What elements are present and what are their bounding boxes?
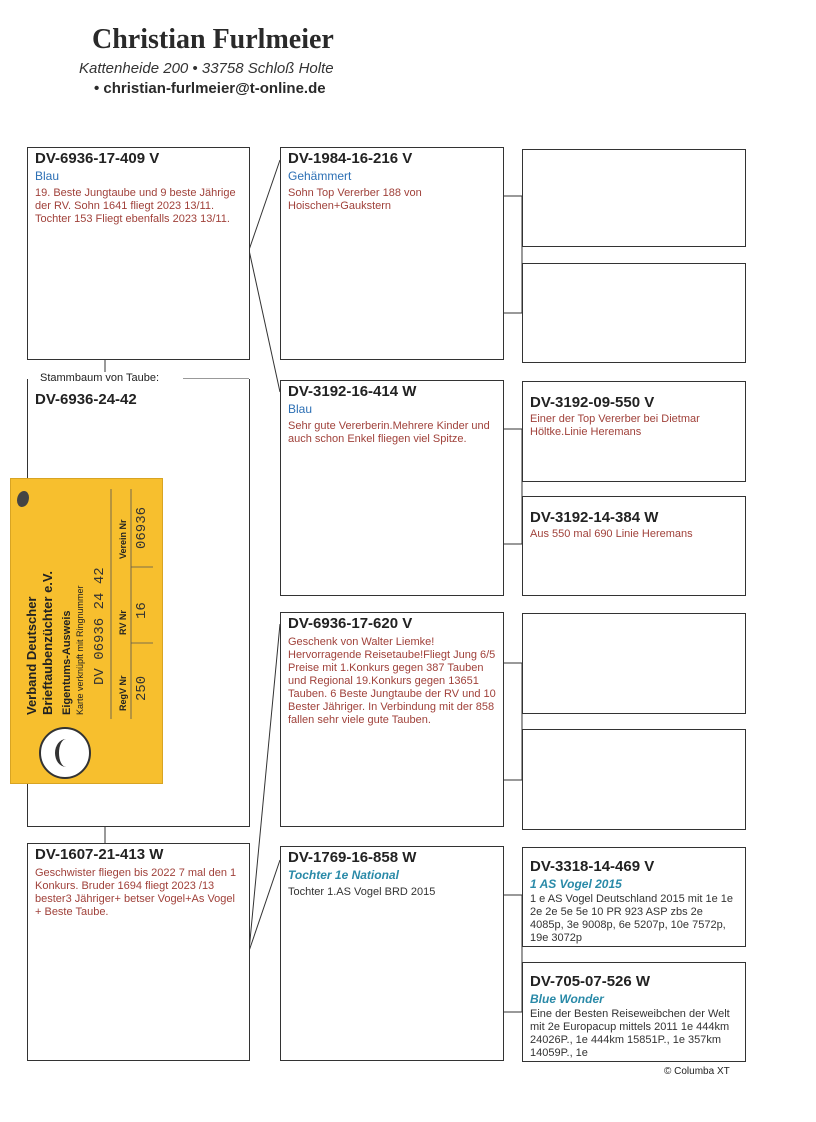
ffm-card	[522, 263, 746, 363]
fm-color: Blau	[288, 402, 313, 416]
ff-color: Gehämmert	[288, 169, 352, 183]
fm-ring: DV-3192-16-414 W	[288, 383, 417, 400]
mm-color: Tochter 1e National	[288, 868, 399, 882]
card-rv-value: 16	[134, 602, 150, 619]
mm-card	[280, 846, 504, 1061]
association-logo-icon	[39, 727, 91, 779]
owner-address: Kattenheide 200 • 33758 Schloß Holte	[79, 60, 334, 77]
fmf-note: Einer der Top Vererber bei Dietmar Höltke.Linie Heremans	[530, 413, 700, 438]
card-title: Eigentums-Ausweis	[61, 610, 73, 715]
mf-ring: DV-6936-17-620 V	[288, 615, 413, 632]
father-note: 19. Beste Jungtaube und 9 beste Jährige der RV. Sohn 1641 fliegt 2023 13/11. Tochter 153 Fliegt ebenfalls 2023 13/11.	[35, 187, 236, 225]
mm-ring: DV-1769-16-858 W	[288, 849, 417, 866]
pigeon-silhouette-icon	[17, 491, 29, 507]
fm-card	[280, 380, 504, 596]
fm-note: Sehr gute Vererberin.Mehrere Kinder und auch schon Enkel fliegen viel Spitze.	[288, 420, 490, 445]
fmf-card	[522, 381, 746, 482]
card-org-line2: Brieftaubenzüchter e.V.	[40, 570, 55, 715]
card-subtitle: Karte verknüpft mit Ringnummer	[75, 585, 85, 715]
mmf-color: 1 AS Vogel 2015	[530, 877, 622, 891]
mfm-card	[522, 729, 746, 830]
mff-card	[522, 613, 746, 714]
fff-card	[522, 149, 746, 247]
fmf-ring: DV-3192-09-550 V	[530, 394, 655, 411]
fmm-ring: DV-3192-14-384 W	[530, 509, 659, 526]
subject-ring: DV-6936-24-42	[35, 391, 137, 408]
fmm-card	[522, 496, 746, 596]
copyright-text: © Columba XT	[664, 1066, 730, 1077]
stammbaum-label: Stammbaum von Taube:	[37, 372, 162, 384]
fmm-note: Aus 550 mal 690 Linie Heremans	[530, 528, 693, 540]
mmm-card	[522, 962, 746, 1062]
card-rv-label: RV Nr	[118, 610, 128, 635]
mmm-color: Blue Wonder	[530, 992, 604, 1006]
card-number-table	[91, 489, 153, 719]
card-ring-number: DV 06936 24 42	[92, 567, 108, 685]
owner-email: • christian-furlmeier@t-online.de	[94, 80, 326, 97]
father-card	[27, 147, 250, 360]
mother-card	[27, 843, 250, 1061]
father-ring: DV-6936-17-409 V	[35, 150, 160, 167]
mmf-card	[522, 847, 746, 947]
owner-name: Christian Furlmeier	[92, 24, 334, 55]
mmf-ring: DV-3318-14-469 V	[530, 858, 655, 875]
pigeon-mark-icon	[55, 739, 77, 767]
card-org-line1: Verband Deutscher	[24, 596, 39, 715]
mf-card	[280, 612, 504, 827]
mother-ring: DV-1607-21-413 W	[35, 846, 164, 863]
mm-note: Tochter 1.AS Vogel BRD 2015	[288, 886, 436, 898]
ownership-card	[10, 478, 163, 784]
mother-note: Geschwister fliegen bis 2022 7 mal den 1 Konkurs. Bruder 1694 fliegt 2023 /13 bester3 Jähriger+ betser Vogel+As Vogel + Beste Taube.	[35, 867, 237, 918]
ff-ring: DV-1984-16-216 V	[288, 150, 413, 167]
card-regv-value: 250	[134, 675, 150, 701]
ff-card	[280, 147, 504, 360]
card-verein-label: Verein Nr	[118, 519, 128, 559]
mmm-note: Eine der Besten Reiseweibchen der Welt mit 2e Europacup mittels 2011 1e 444km 24026P., 1e 444km 15851P., 1e 357km 14059P., 1e	[530, 1008, 730, 1059]
ff-note: Sohn Top Vererber 188 von Hoischen+Gaukstern	[288, 187, 422, 212]
mmf-note: 1 e AS Vogel Deutschland 2015 mit 1e 1e 2e 2e 5e 5e 10 PR 923 ASP zbs 2e 4085p, 3e 9008p, 6e 5207p, 10e 7572p, 19e 3072p	[530, 893, 734, 944]
ownership-card-content	[11, 479, 164, 785]
father-color: Blau	[35, 169, 60, 183]
card-regv-label: RegV Nr	[118, 675, 128, 711]
mmm-ring: DV-705-07-526 W	[530, 973, 651, 990]
mf-note: Geschenk von Walter Liemke! Hervorragende Reisetaube!Fliegt Jung 6/5 Preise mit 1.Konkurs gegen 387 Tauben und Regional 19.Konkurs gegen 13651 Tauben. 6 Beste Jungtaube der RV und 10 Bester Jähriger. In Verbindung mit der 858 fallen sehr viele gute Tauben.	[288, 636, 496, 726]
card-verein-value: 06936	[134, 506, 150, 549]
